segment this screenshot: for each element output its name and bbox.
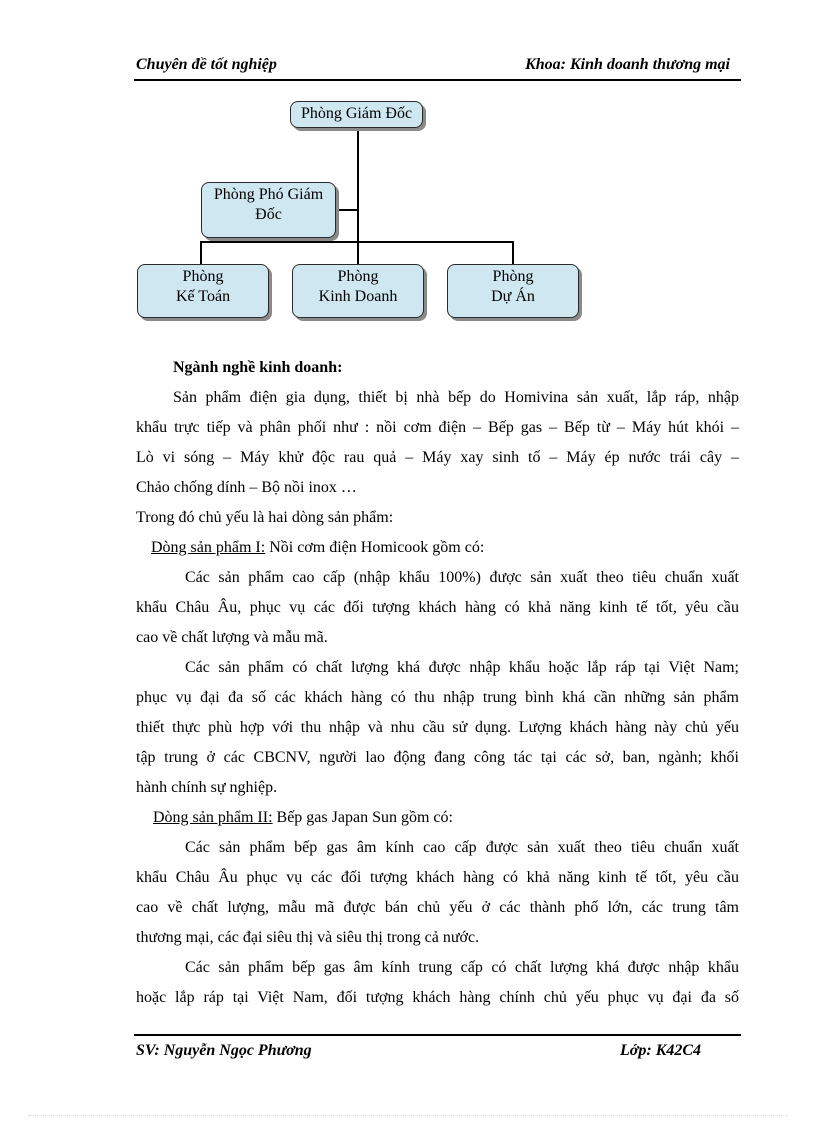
paragraph-line: khẩu Châu Âu, phục vụ các đối tượng khách hàng có khả năng kinh tế tốt, yêu cầu — [136, 599, 739, 616]
paragraph-line: tập trung ở các CBCNV, người lao động đang công tác tại các sở, ban, ngành; khối — [136, 749, 739, 766]
org-connector-accounting — [200, 241, 202, 264]
org-connector-projects — [512, 241, 514, 264]
paragraph-line: Lò vi sóng – Máy khử độc rau quả – Máy xay sinh tố – Máy ép nước trái cây – — [136, 449, 739, 466]
paragraph-line: Các sản phẩm có chất lượng khá được nhập khẩu hoặc lắp ráp tại Việt Nam; — [185, 659, 739, 676]
page-footer — [136, 1042, 740, 1066]
footer-class: Lớp: K42C4 — [620, 1042, 702, 1059]
paragraph-line: Các sản phẩm bếp gas âm kính cao cấp được sản xuất theo tiêu chuẩn xuất — [185, 839, 739, 856]
product-line-1-label: Dòng sản phẩm I: — [151, 539, 266, 556]
org-box-director-label: Phòng Giám Đốc — [300, 105, 413, 122]
org-box-business-line1: Phòng — [337, 268, 379, 285]
paragraph-line: khẩu Châu Âu phục vụ các đối tượng khách hàng có khả năng kinh tế tốt, yêu cầu — [136, 869, 739, 886]
paragraph-line: Sản phẩm điện gia dụng, thiết bị nhà bếp do Homivina sản xuất, lắp ráp, nhập — [173, 389, 739, 406]
product-line-2-label: Dòng sản phẩm II: — [153, 809, 273, 826]
org-connector-business — [357, 241, 359, 264]
header-rule — [134, 79, 741, 81]
paragraph-line: cao về chất lượng, mẫu mã được bán chủ yếu ở các thành phố lớn, các trung tâm — [136, 899, 739, 916]
paragraph-line: thiết thực phù hợp với thu nhập và nhu cầu sử dụng. Lượng khách hàng này chủ yếu — [136, 719, 739, 736]
org-box-deputy-line1: Phòng Phó Giám — [213, 186, 324, 203]
org-box-projects-line2: Dự Án — [491, 288, 535, 305]
org-box-projects-line1: Phòng — [492, 268, 534, 285]
paragraph-line: cao về chất lượng và mẫu mã. — [136, 629, 328, 646]
org-connector-deputy — [335, 209, 358, 211]
product-line-2-text: Bếp gas Japan Sun gồm có: — [272, 809, 453, 826]
org-box-deputy — [201, 182, 336, 238]
org-box-accounting-line1: Phòng — [182, 268, 224, 285]
org-box-business-line2: Kinh Doanh — [318, 288, 398, 305]
paragraph-line: hoặc lắp ráp tại Việt Nam, đối tượng khách hàng chính chủ yếu phục vụ đại đa số — [136, 989, 739, 1006]
header-right-faculty: Khoa: Kinh doanh thương mại — [525, 56, 730, 73]
paragraph-line: Trong đó chủ yếu là hai dòng sản phẩm: — [136, 509, 394, 526]
product-line-2 — [153, 807, 756, 829]
paragraph-line: thương mại, các đại siêu thị và siêu thị trong cả nước. — [136, 929, 480, 946]
org-box-deputy-line2: Đốc — [255, 206, 282, 223]
footer-rule — [134, 1034, 741, 1036]
paragraph-line: khẩu trực tiếp và phân phối như : nồi cơm điện – Bếp gas – Bếp từ – Máy hút khói – — [136, 419, 739, 436]
org-box-accounting — [137, 264, 269, 318]
product-line-1 — [151, 537, 754, 559]
product-line-1-text: Nồi cơm điện Homicook gồm có: — [265, 539, 485, 556]
org-connector-vertical — [357, 128, 359, 242]
paragraph-line: hành chính sự nghiệp. — [136, 779, 278, 796]
header-left-title: Chuyên đề tốt nghiệp — [136, 56, 277, 73]
section-heading: Ngành nghề kinh doanh: — [173, 359, 343, 376]
paragraph-line: phục vụ đại đa số các khách hàng có thu nhập trung bình khá cần những sản phẩm — [136, 689, 739, 706]
paragraph-line: Các sản phẩm cao cấp (nhập khẩu 100%) được sản xuất theo tiêu chuẩn xuất — [185, 569, 739, 586]
paragraph-line: Chảo chống dính – Bộ nồi inox … — [136, 479, 357, 496]
footer-student-name: SV: Nguyễn Ngọc Phương — [136, 1042, 312, 1059]
org-box-business — [292, 264, 424, 318]
paragraph-line: Các sản phẩm bếp gas âm kính trung cấp có chất lượng khá được nhập khẩu — [185, 959, 739, 976]
org-box-projects — [447, 264, 579, 318]
org-box-accounting-line2: Kế Toán — [175, 288, 231, 305]
page-edge — [28, 1115, 788, 1116]
page-header — [136, 56, 740, 80]
org-box-director — [290, 101, 423, 128]
